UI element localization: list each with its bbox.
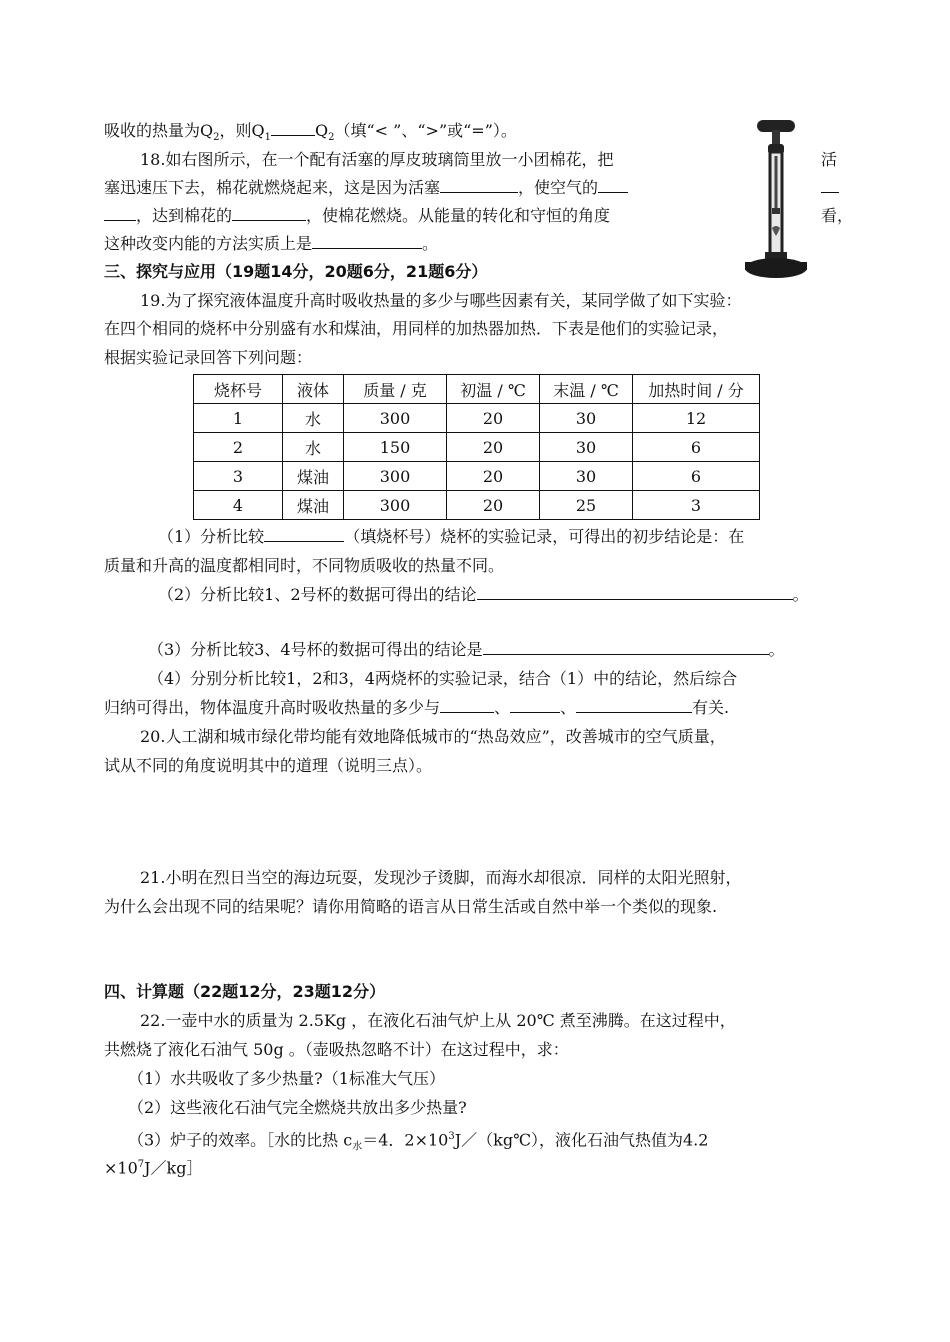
q18-blank-1[interactable] (440, 176, 518, 193)
section4-title: 四、计算题（22题12分，23题12分） (104, 982, 386, 1001)
q19-part2-blank[interactable] (477, 583, 793, 600)
q18-blank-2-cont[interactable] (821, 176, 839, 200)
q20-line-1: 20.人工湖和城市绿化带均能有效地降低城市的“热岛效应”，改善城市的空气质量， (140, 727, 726, 746)
q22-line-1: 22.一壶中水的质量为 2.5Kg ，在液化石油气炉上从 20℃ 煮至沸腾。在这过程中， (140, 1011, 736, 1030)
q18-blank-4[interactable] (312, 232, 422, 249)
q19-part1-line-1: （1）分析比较 （填烧杯号）烧杯的实验记录，可得出的初步结论是：在 (158, 527, 745, 546)
table-row: 1 水 300 20 30 12 (194, 404, 760, 433)
q18-blank-2-tail[interactable] (104, 204, 136, 221)
q19-part4-line-2: 归纳可得出，物体温度升高时吸收热量的多少与 、 、 有关. (104, 698, 730, 717)
q21-line-2: 为什么会出现不同的结果呢？请你用简略的语言从日常生活或自然中举一个类似的现象. (104, 897, 718, 916)
q20-line-2: 试从不同的角度说明其中的道理（说明三点）。 (104, 756, 433, 775)
q19-part4-blank-3[interactable] (576, 696, 692, 713)
q18-blank-3[interactable] (232, 204, 306, 221)
table-header-cell: 末温 / ℃ (540, 375, 633, 404)
q18-line-1: 18.如右图所示，在一个配有活塞的厚皮玻璃筒里放一小团棉花，把 (140, 150, 614, 169)
q18-line-3: ，达到棉花的 ，使棉花燃烧。从能量的转化和守恒的角度 (104, 204, 610, 228)
q19-part3-line: （3）分析比较3、4号杯的数据可得出的结论是 。 (148, 640, 785, 659)
table-row: 2 水 150 20 30 6 (194, 433, 760, 462)
table-header-cell: 质量 / 克 (344, 375, 447, 404)
table-header-cell: 烧杯号 (194, 375, 283, 404)
table-row: 3 煤油 300 20 30 6 (194, 462, 760, 491)
q19-part3-blank[interactable] (483, 638, 769, 655)
experiment-table (193, 374, 760, 520)
q21-line-1: 21.小明在烈日当空的海边玩耍，发现沙子烫脚，而海水却很凉．同样的太阳光照射， (140, 868, 742, 887)
q18-line-3-tail: 看， (821, 206, 854, 225)
q19-intro-1: 19.为了探究液体温度升高时吸收热量的多少与哪些因素有关，某同学做了如下实验： (140, 291, 742, 310)
q19-part4-blank-1[interactable] (440, 696, 494, 713)
q19-intro-2: 在四个相同的烧杯中分别盛有水和煤油，用同样的加热器加热．下表是他们的实验记录， (104, 319, 729, 338)
q17-tail-line: 吸收的热量为$Q_2$，则$Q_1$ $Q_2$（填“< ”、“>”或“=”）。 (104, 121, 517, 144)
q19-part4-blank-2[interactable] (510, 696, 560, 713)
table-header-row (194, 375, 760, 404)
q22-line-5: （3）炉子的效率。［水的比热 $c_水=4$．$2\times 10^3J/(kg℃)$，液化石油气热值为4.2 (128, 1130, 709, 1153)
table-header-cell: 加热时间 / 分 (633, 375, 760, 404)
q18-line-2: 塞迅速压下去，棉花就燃烧起来，这是因为活塞 ，使空气的 (104, 176, 628, 200)
piston-cylinder-image (743, 116, 809, 282)
q19-part2-line: （2）分析比较1、2号杯的数据可得出的结论 。 (158, 585, 809, 604)
q18-line-1-tail: 活 (821, 150, 838, 169)
q18-line-4: 这种改变内能的方法实质上是 。 (104, 234, 439, 253)
q22-line-2: 共燃烧了液化石油气 50g 。（壶吸热忽略不计）在这过程中，求： (104, 1040, 569, 1059)
table-header-cell: 初温 / ℃ (447, 375, 540, 404)
q17-answer-blank[interactable] (271, 119, 315, 136)
q19-part1-line-2: 质量和升高的温度都相同时，不同物质吸收的热量不同。 (104, 556, 505, 575)
q19-part4-line-1: （4）分别分析比较1，2和3，4两烧杯的实验记录，结合（1）中的结论，然后综合 (148, 669, 738, 688)
table-header-cell: 液体 (283, 375, 344, 404)
q22-line-6: $\times 10^7J/kg]$ (104, 1158, 203, 1178)
q18-blank-2[interactable] (598, 176, 628, 193)
section3-title: 三、探究与应用（19题14分，20题6分，21题6分） (104, 262, 488, 281)
q22-line-4: （2）这些液化石油气完全燃烧共放出多少热量? (128, 1098, 467, 1117)
q19-part1-blank[interactable] (264, 525, 344, 542)
q22-line-3: （1）水共吸收了多少热量?（1标准大气压） (128, 1069, 445, 1088)
table-row: 4 煤油 300 20 25 3 (194, 491, 760, 520)
q19-intro-3: 根据实验记录回答下列问题： (104, 348, 313, 367)
